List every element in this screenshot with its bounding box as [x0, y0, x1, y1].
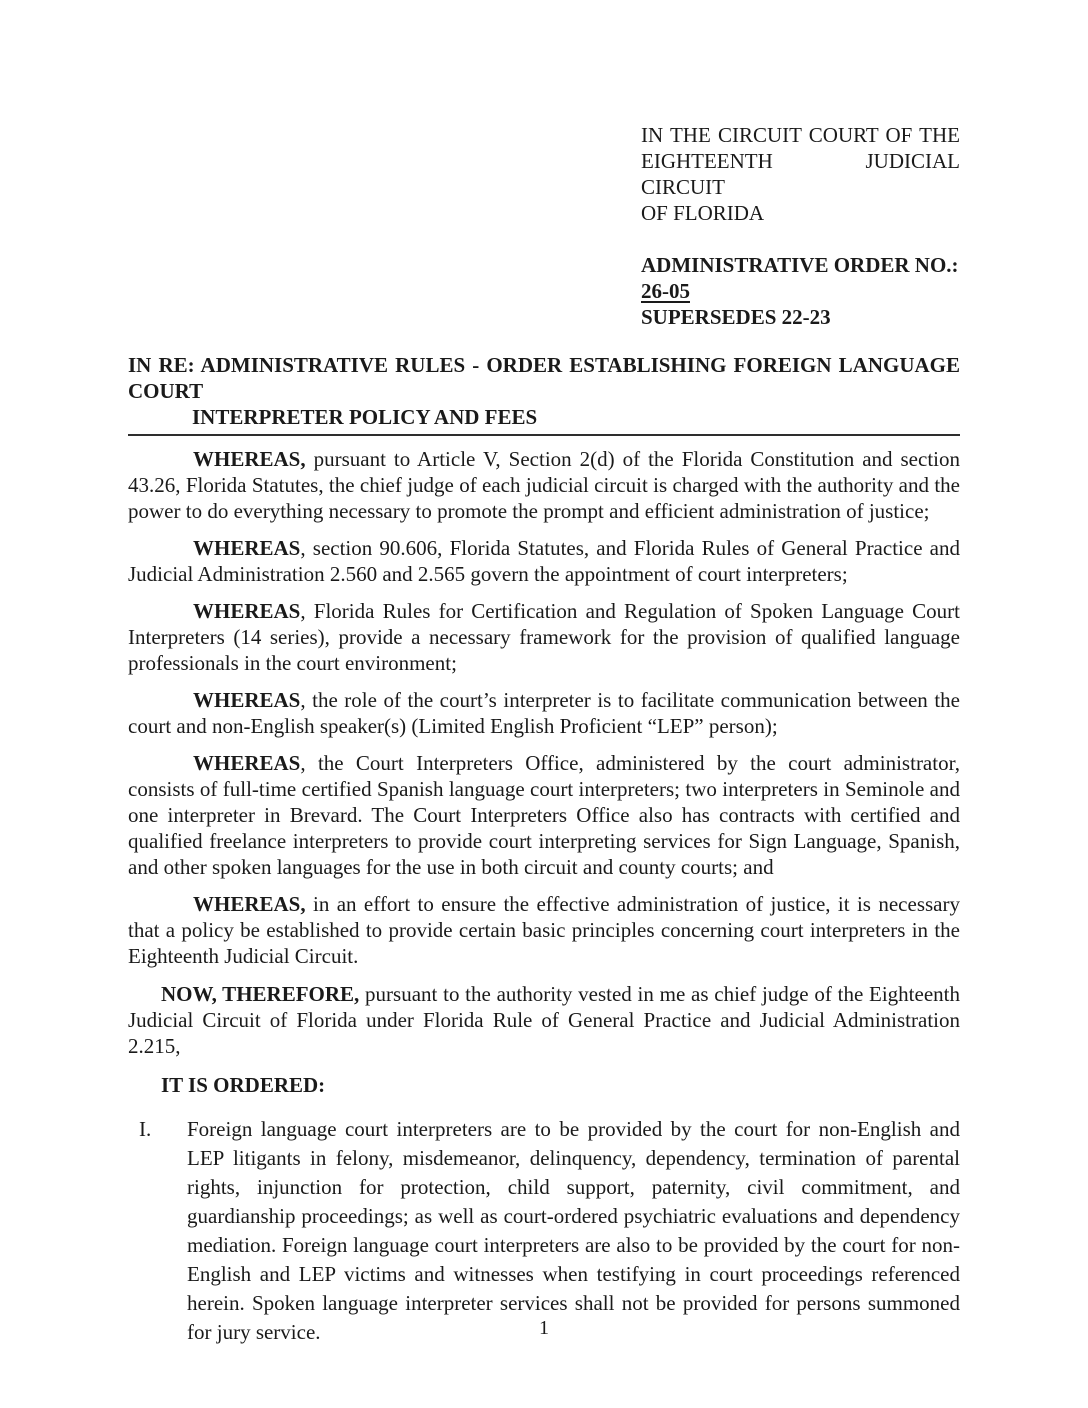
whereas-paragraph-6	[128, 891, 960, 969]
whereas-paragraph-5	[128, 750, 960, 880]
court-header-line-1: IN THE CIRCUIT COURT OF THE	[641, 123, 960, 147]
paragraph-lead: WHEREAS,	[193, 892, 306, 916]
title-divider	[128, 434, 960, 436]
court-header-line-2: EIGHTEENTH JUDICIAL CIRCUIT	[641, 149, 960, 199]
court-header	[641, 122, 960, 330]
paragraph-lead: WHEREAS	[193, 536, 301, 560]
it-is-ordered-heading: IT IS ORDERED:	[161, 1073, 326, 1097]
paragraph-lead: WHEREAS,	[193, 447, 306, 471]
admin-order-block	[641, 252, 960, 330]
paragraph-text: in an effort to ensure the effective administration of justice, it is necessary that a policy be established to provide certain basic principles concerning court interpreters in the Eighteenth Judicial Circuit.	[128, 892, 960, 968]
paragraph-text: , the Court Interpreters Office, administered by the court administrator, consists of full-time certified Spanish language court interpreters; two interpreters in Seminole and one interpreter in Brevard. The Court Interpreters Office also has contracts with certified and qualified freelance interpreters to provide court interpreting services for Sign Language, Spanish, and other spoken languages for the use in both circuit and county courts; and	[128, 751, 960, 879]
list-item-text: Foreign language court interpreters are to be provided by the court for non-English and LEP litigants in felony, misdemeanor, delinquency, dependency, termination of parental rights, injunction for protection, child support, paternity, civil commitment, and guardianship proceedings; as well as court-ordered psychiatric evaluations and dependency mediation. Foreign language court interpreters are also to be provided by the court for non-English and LEP victims and witnesses when testifying in court proceedings referenced herein. Spoken language interpreter services shall not be provided for persons summoned for jury service.	[187, 1117, 960, 1344]
whereas-paragraph-1	[128, 446, 960, 524]
paragraph-text: , section 90.606, Florida Statutes, and Florida Rules of General Practice and Judicial Administration 2.560 and 2.565 govern the appointment of court interpreters;	[128, 536, 960, 586]
admin-order-number: 26-05	[641, 279, 690, 303]
paragraph-lead: WHEREAS	[193, 688, 301, 712]
whereas-paragraph-3	[128, 598, 960, 676]
document-title-line-2: INTERPRETER POLICY AND FEES	[192, 405, 538, 429]
paragraph-text: pursuant to the authority vested in me as chief judge of the Eighteenth Judicial Circuit of Florida under Florida Rule of General Practice and Judicial Administration 2.215,	[128, 982, 960, 1058]
whereas-paragraph-2	[128, 535, 960, 587]
admin-order-number-line	[641, 278, 960, 304]
paragraph-text: , the role of the court’s interpreter is to facilitate communication between the court and non-English speaker(s) (Limited English Proficient “LEP” person);	[128, 688, 960, 738]
court-header-line-3: OF FLORIDA	[641, 201, 765, 225]
ordered-list-item	[128, 1115, 960, 1347]
admin-order-label: ADMINISTRATIVE ORDER NO.:	[641, 253, 959, 277]
paragraph-text: , Florida Rules for Certification and Regulation of Spoken Language Court Interpreters (14 series), provide a necessary framework for the provision of qualified language professionals in the court environment;	[128, 599, 960, 675]
paragraph-text: pursuant to Article V, Section 2(d) of the Florida Constitution and section 43.26, Florida Statutes, the chief judge of each judicial circuit is charged with the authority and the power to do everything necessary to promote the prompt and efficient administration of justice;	[128, 447, 960, 523]
document-title-line-1: IN RE: ADMINISTRATIVE RULES - ORDER ESTABLISHING FOREIGN LANGUAGE COURT	[128, 353, 960, 403]
now-therefore-paragraph	[128, 981, 960, 1059]
paragraph-lead: WHEREAS	[193, 751, 301, 775]
paragraph-lead: NOW, THEREFORE,	[161, 982, 360, 1006]
page-number: 1	[539, 1317, 549, 1339]
supersedes-line: SUPERSEDES 22-23	[641, 305, 831, 329]
paragraph-lead: WHEREAS	[193, 599, 301, 623]
list-marker: I.	[139, 1117, 152, 1141]
whereas-paragraph-4	[128, 687, 960, 739]
document-title	[128, 352, 960, 430]
